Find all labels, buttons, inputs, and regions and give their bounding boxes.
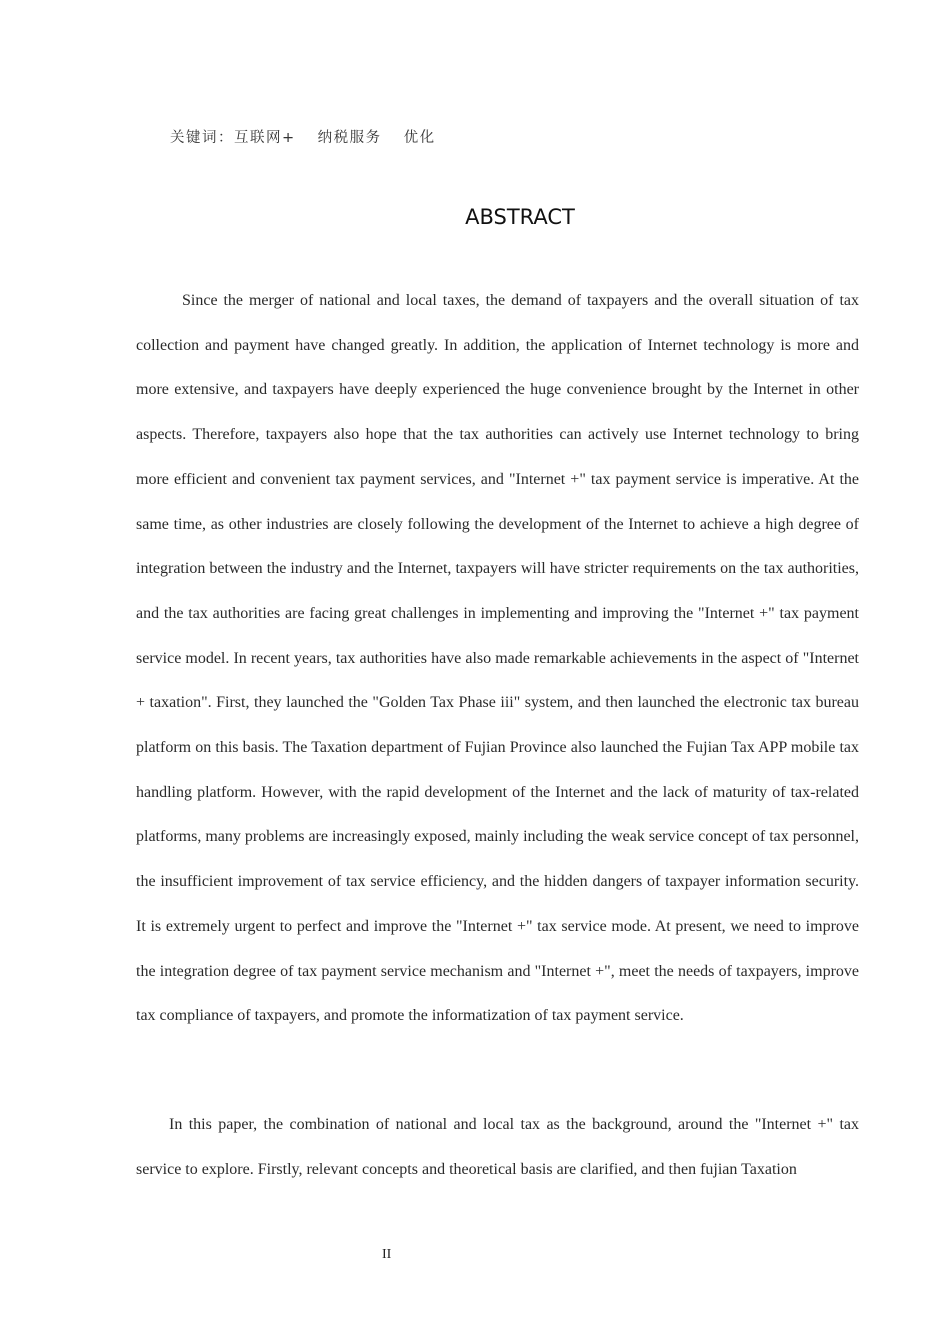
keyword-term: 互联网+: [234, 130, 296, 146]
keywords-line: [170, 126, 436, 147]
keywords-label: 关键词：: [170, 130, 234, 146]
abstract-paragraph: Since the merger of national and local taxes, the demand of taxpayers and the overall situation of tax collection and payment have changed greatly. In addition, the application of Internet technology is more and more extensive, and taxpayers have deeply experienced the huge convenience brought by the Internet in other aspects. Therefore, taxpayers also hope that the tax authorities can actively use Internet technology to bring more efficient and convenient tax payment services, and "Internet +" tax payment service is imperative. At the same time, as other industries are closely following the development of the Internet to achieve a high degree of integration between the industry and the Internet, taxpayers will have stricter requirements on the tax authorities, and the tax authorities are facing great challenges in implementing and improving the "Internet +" tax payment service model. In recent years, tax authorities have also made remarkable achievements in the aspect of "Internet + taxation". First, they launched the "Golden Tax Phase iii" system, and then launched the electronic tax bureau platform on this basis. The Taxation department of Fujian Province also launched the Fujian Tax APP mobile tax handling platform. However, with the rapid development of the Internet and the lack of maturity of tax-related platforms, many problems are increasingly exposed, mainly including the weak service concept of tax personnel, the insufficient improvement of tax service efficiency, and the hidden dangers of taxpayer information security. It is extremely urgent to perfect and improve the "Internet +" tax service mode. At present, we need to improve the integration degree of tax payment service mechanism and "Internet +", meet the needs of taxpayers, improve tax compliance of taxpayers, and promote the informatization of tax payment service.: [136, 292, 859, 1025]
abstract-title: ABSTRACT: [465, 205, 575, 229]
abstract-paragraph: In this paper, the combination of national and local tax as the background, around the "Internet +" tax service to explore. Firstly, relevant concepts and theoretical basis are clarified, and then fujian Taxation: [136, 1116, 859, 1178]
page-number: II: [382, 1247, 392, 1262]
keyword-term: 优化: [403, 130, 436, 146]
keyword-term: 纳税服务: [317, 130, 382, 146]
